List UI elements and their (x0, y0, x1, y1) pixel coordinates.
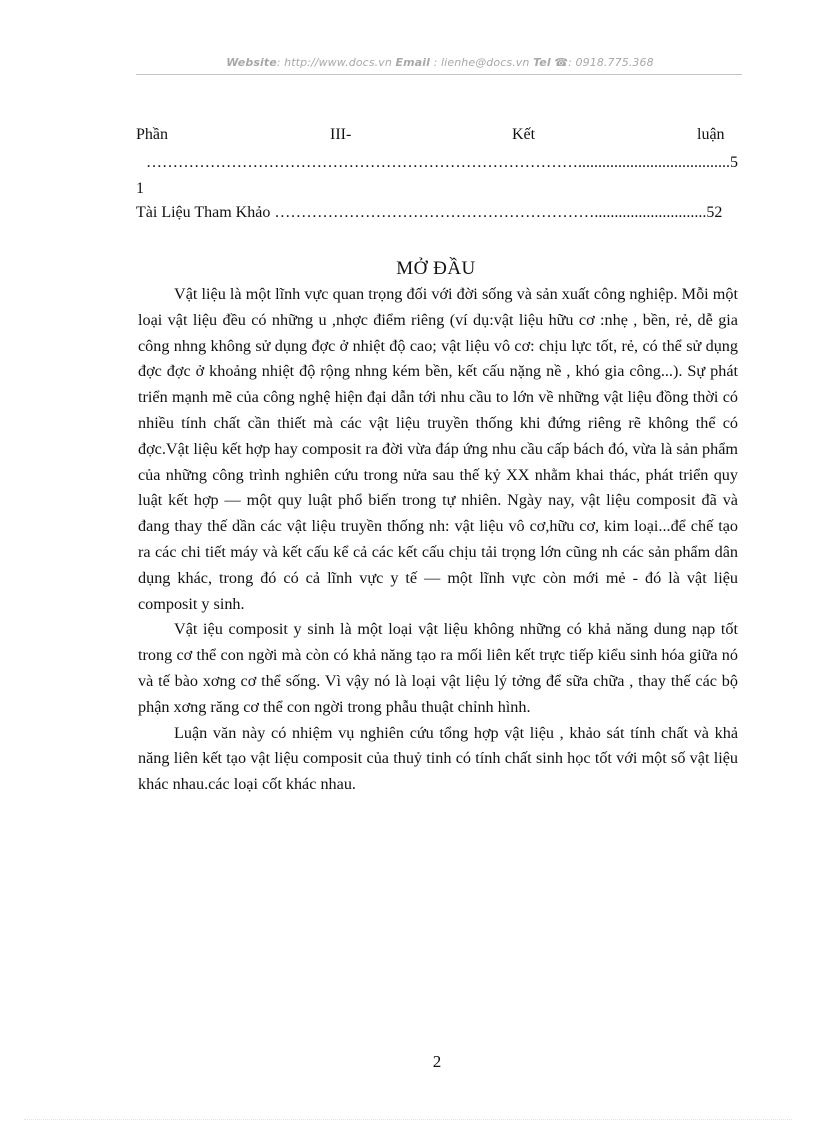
phone-icon: ☎ (554, 56, 569, 69)
header-divider (136, 74, 742, 75)
toc-part-label: Phần (136, 126, 168, 143)
toc-entry-part-3 (136, 126, 736, 148)
toc-entry-references: Tài Liệu Tham Khảo ……………………………………………………............................52 (136, 204, 723, 221)
body-text (138, 282, 738, 798)
email-value: : lienhe@docs.vn (433, 56, 530, 69)
footer-divider (24, 1119, 792, 1120)
email-label: Email (395, 56, 430, 69)
toc-dot-leader: ………………………………………………………………………......................................5 (146, 154, 738, 171)
toc-part-word: Kết (512, 126, 536, 143)
paragraph: Luận văn này có nhiệm vụ nghiên cứu tổng hợp vật liệu , khảo sát tính chất và khả năng liên kết tạo vật liệu composit của thuỷ tinh có tính chất sinh học tốt với một số vật liệu khác nhau.các loại cốt khác nhau. (138, 723, 738, 794)
page-header (140, 56, 740, 69)
website-label: Website (226, 56, 277, 69)
paragraph: Vật liệu là một lĩnh vực quan trọng đối với đời sống và sản xuất công nghiệp. Mỗi một loại vật liệu đều có những u ,nhợc điểm riêng (ví dụ:vật liệu hữu cơ :nhẹ , bền, rẻ, dễ gia công nhng không sử dụng đợc ở nhiệt độ cao; vật liệu vô cơ: chịu lực tốt, rẻ, có thể sử dụng đợc đợc ở khoảng nhiệt độ rộng nhng kém bền, kết cấu nặng nề , khó gia công...). Sự phát triển mạnh mẽ của công nghệ hiện đại dẫn tới nhu cầu to lớn về những vật liệu đồng thời có nhiều tính chất cần thiết mà các vật liệu truyền thống khi đứng riêng rẽ không thể có đợc.Vật liệu kết hợp hay composit ra đời vừa đáp ứng nhu cầu cấp bách đó, vừa là sản phẩm của những công trình nghiên cứu trong nửa sau thế kỷ XX nhằm khai thác, phát triển quy luật kết hợp — một quy luật phổ biến trong tự nhiên. Ngày nay, vật liệu composit đã và đang thay thế dần các vật liệu truyền thống nh: vật liệu vô cơ,hữu cơ, kim loại...để chế tạo ra các chi tiết máy và kết cấu kể cả các kết cấu chịu tải trọng lớn cũng nh các sản phẩm dân dụng khác, trong đó có cả lĩnh vực y tế — một lĩnh vực còn mới mẻ - đó là vật liệu composit y sinh. (138, 285, 738, 613)
tel-value: : 0918.775.368 (568, 56, 654, 69)
page-number: 2 (432, 1052, 442, 1071)
paragraph: Vật iệu composit y sinh là một loại vật liệu không những có khả năng dung nạp tốt trong cơ thể con ngời mà còn có khả năng tạo ra mối liên kết trực tiếp kiểu sinh hóa giữa nó và tế bào xơng cơ thể sống. Vì vậy nó là loại vật liệu lý tởng để sữa chữa , thay thế các bộ phận xơng răng cơ thể con ngời trong phẫu thuật chỉnh hình. (138, 620, 738, 716)
toc-part-title-end: luận (697, 126, 725, 143)
toc-part-number: III- (330, 126, 352, 143)
section-title: MỞ ĐẦU (396, 258, 476, 279)
tel-label: Tel (533, 56, 551, 69)
toc-page-continuation: 1 (136, 180, 144, 197)
website-value: : http://www.docs.vn (276, 56, 392, 69)
